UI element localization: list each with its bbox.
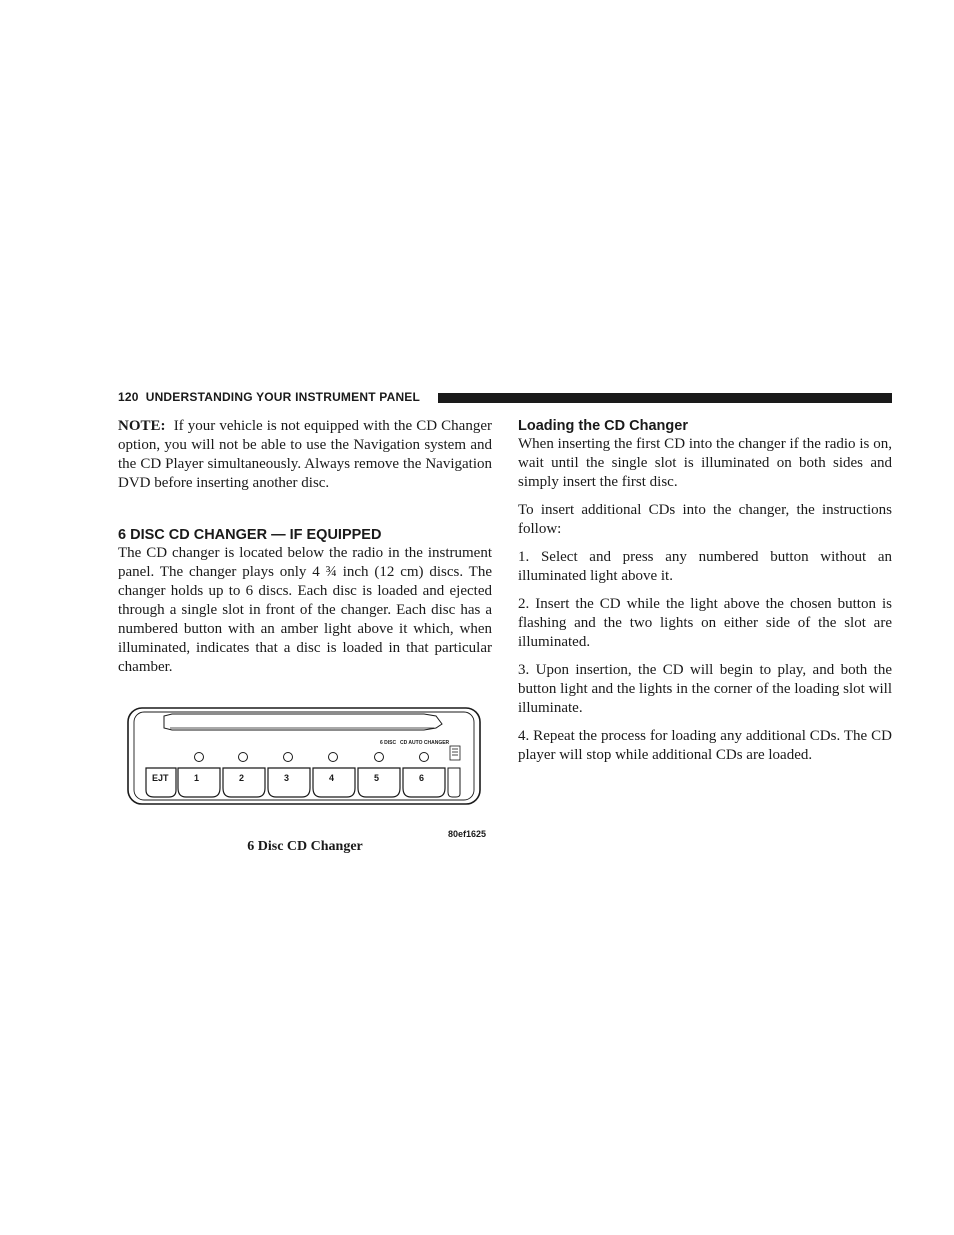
page-header [118, 390, 892, 404]
brand-label-auto-changer: CD AUTO CHANGER [400, 740, 450, 746]
disc-button-5 [358, 768, 400, 797]
svg-text:3: 3 [284, 773, 290, 783]
indicator-light-6 [420, 753, 429, 762]
indicator-light-3 [284, 753, 293, 762]
loading-intro-paragraph: When inserting the first CD into the changer if the radio is on, wait until the single slot is illuminated on both sides and simply insert the first disc. [518, 436, 892, 490]
page-number: 120 [118, 390, 139, 404]
step-4: 4. Repeat the process for loading any additional CDs. The CD player will stop while additional CDs are loaded. [518, 728, 892, 763]
svg-text:1: 1 [194, 773, 200, 783]
note-label: NOTE: [118, 418, 166, 434]
page-header-text [118, 390, 420, 404]
disc-button-3 [268, 768, 310, 797]
disc-button-6 [403, 768, 445, 797]
step-2: 2. Insert the CD while the light above the chosen button is flashing and the two lights on either side of the slot are illuminated. [518, 596, 892, 650]
figure-code: 80ef1625 [448, 829, 487, 839]
svg-text:5: 5 [374, 773, 380, 783]
section-title: UNDERSTANDING YOUR INSTRUMENT PANEL [145, 390, 421, 404]
indicator-light-5 [375, 753, 384, 762]
note-text: If your vehicle is not equipped with the CD Changer option, you will not be able to use the Navigation system and the CD Player simultaneously. Always remove the Navigation DVD before inserting another disc. [118, 418, 492, 491]
cd-changer-description [118, 544, 492, 677]
svg-text:2: 2 [239, 773, 245, 783]
indicator-light-4 [329, 753, 338, 762]
step-1: 1. Select and press any numbered button without an illuminated light above it. [518, 549, 892, 584]
left-column [118, 417, 492, 493]
brand-label-6-disc: 6 DISC [380, 740, 397, 746]
disc-button-1 [178, 768, 220, 797]
eject-label: EJT [152, 773, 169, 783]
svg-text:6: 6 [419, 773, 425, 783]
indicator-light-2 [239, 753, 248, 762]
instructions-intro-paragraph: To insert additional CDs into the changer, the instructions follow: [518, 502, 892, 537]
disc-button-2 [223, 768, 265, 797]
disc-button-4 [313, 768, 355, 797]
cd-changer-illustration [124, 702, 486, 812]
figure-caption: 6 Disc CD Changer [247, 839, 363, 854]
step-3: 3. Upon insertion, the CD will begin to play, and both the button light and the lights in the corner of the loading slot will illuminate. [518, 662, 892, 716]
note-paragraph [118, 417, 492, 493]
section-heading-cd-changer: 6 DISC CD CHANGER — IF EQUIPPED [118, 527, 382, 543]
cd-logo-icon [450, 746, 460, 760]
section-heading-loading: Loading the CD Changer [518, 418, 688, 434]
side-button [448, 768, 460, 797]
header-rule [438, 393, 892, 403]
indicator-light-1 [195, 753, 204, 762]
right-column [518, 417, 892, 765]
cd-changer-paragraph: The CD changer is located below the radio in the instrument panel. The changer plays only 4 ¾ inch (12 cm) discs. The changer holds up to 6 discs. Each disc is loaded and ejected through a single slot in front of the changer. Each disc has a numbered button with an amber light above it which, when illuminated, indicates that a disc is loaded in that particular chamber. [118, 545, 492, 675]
svg-text:4: 4 [329, 773, 335, 783]
